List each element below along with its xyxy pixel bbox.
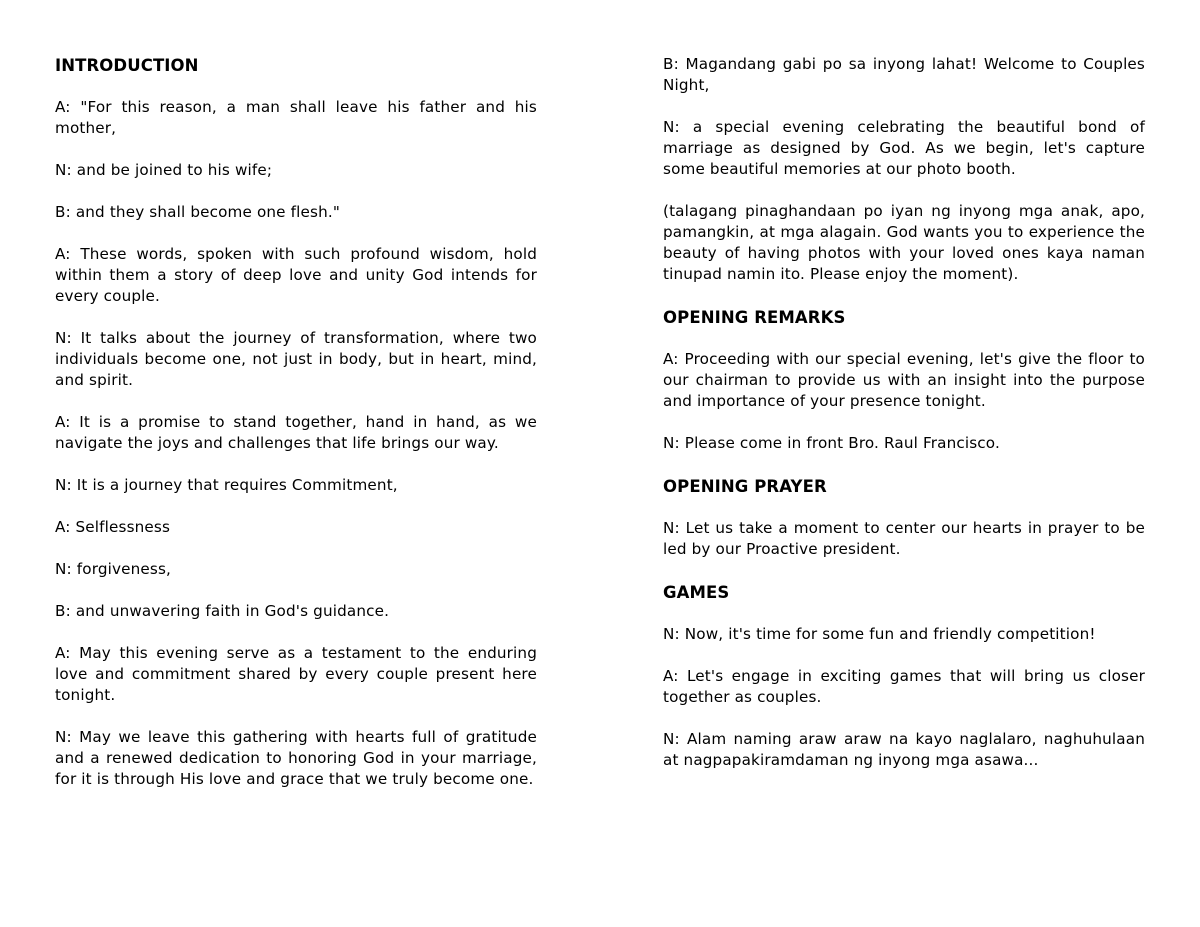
right-column xyxy=(663,54,1145,792)
script-line: N: and be joined to his wife; xyxy=(55,161,273,179)
left-column xyxy=(55,54,537,811)
script-line: B: Magandang gabi po sa inyong lahat! Welcome to Couples Night, xyxy=(663,55,1145,94)
script-line: A: Proceeding with our special evening, let's give the floor to our chairman to provide us with an insight into the purpose and importance of your presence tonight. xyxy=(663,350,1145,410)
script-line: A: It is a promise to stand together, hand in hand, as we navigate the joys and challenges that life brings our way. xyxy=(55,413,537,452)
script-line: A: "For this reason, a man shall leave his father and his mother, xyxy=(55,98,537,137)
script-line: N: It is a journey that requires Commitment, xyxy=(55,476,398,494)
script-line: N: Let us take a moment to center our hearts in prayer to be led by our Proactive president. xyxy=(663,519,1145,558)
script-line: N: forgiveness, xyxy=(55,560,171,578)
script-line: N: It talks about the journey of transformation, where two individuals become one, not just in body, but in heart, mind, and spirit. xyxy=(55,329,537,389)
script-line: N: a special evening celebrating the beautiful bond of marriage as designed by God. As we begin, let's capture some beautiful memories at our photo booth. xyxy=(663,118,1145,178)
script-line: N: Please come in front Bro. Raul Francisco. xyxy=(663,434,1000,452)
opening-remarks-heading: OPENING REMARKS xyxy=(663,308,846,327)
script-line: (talagang pinaghandaan po iyan ng inyong mga anak, apo, pamangkin, at mga alagain. God wants you to experience the beauty of having photos with your loved ones kaya naman tinupad namin ito. Please enjoy the moment). xyxy=(663,202,1145,283)
introduction-heading: INTRODUCTION xyxy=(55,56,199,75)
script-line: N: Now, it's time for some fun and friendly competition! xyxy=(663,625,1096,643)
script-line: N: May we leave this gathering with hearts full of gratitude and a renewed dedication to honoring God in your marriage, for it is through His love and grace that we truly become one. xyxy=(55,728,537,788)
script-line: A: Selflessness xyxy=(55,518,171,536)
script-line: N: Alam naming araw araw na kayo naglalaro, naghuhulaan at nagpapakiramdaman ng inyong mga asawa... xyxy=(663,730,1145,769)
script-line: B: and they shall become one flesh." xyxy=(55,203,340,221)
script-line: A: These words, spoken with such profound wisdom, hold within them a story of deep love and unity God intends for every couple. xyxy=(55,245,537,305)
script-line: B: and unwavering faith in God's guidance. xyxy=(55,602,390,620)
script-line: A: May this evening serve as a testament to the enduring love and commitment shared by every couple present here tonight. xyxy=(55,644,537,704)
games-heading: GAMES xyxy=(663,583,730,602)
script-line: A: Let's engage in exciting games that will bring us closer together as couples. xyxy=(663,667,1145,706)
opening-prayer-heading: OPENING PRAYER xyxy=(663,477,827,496)
